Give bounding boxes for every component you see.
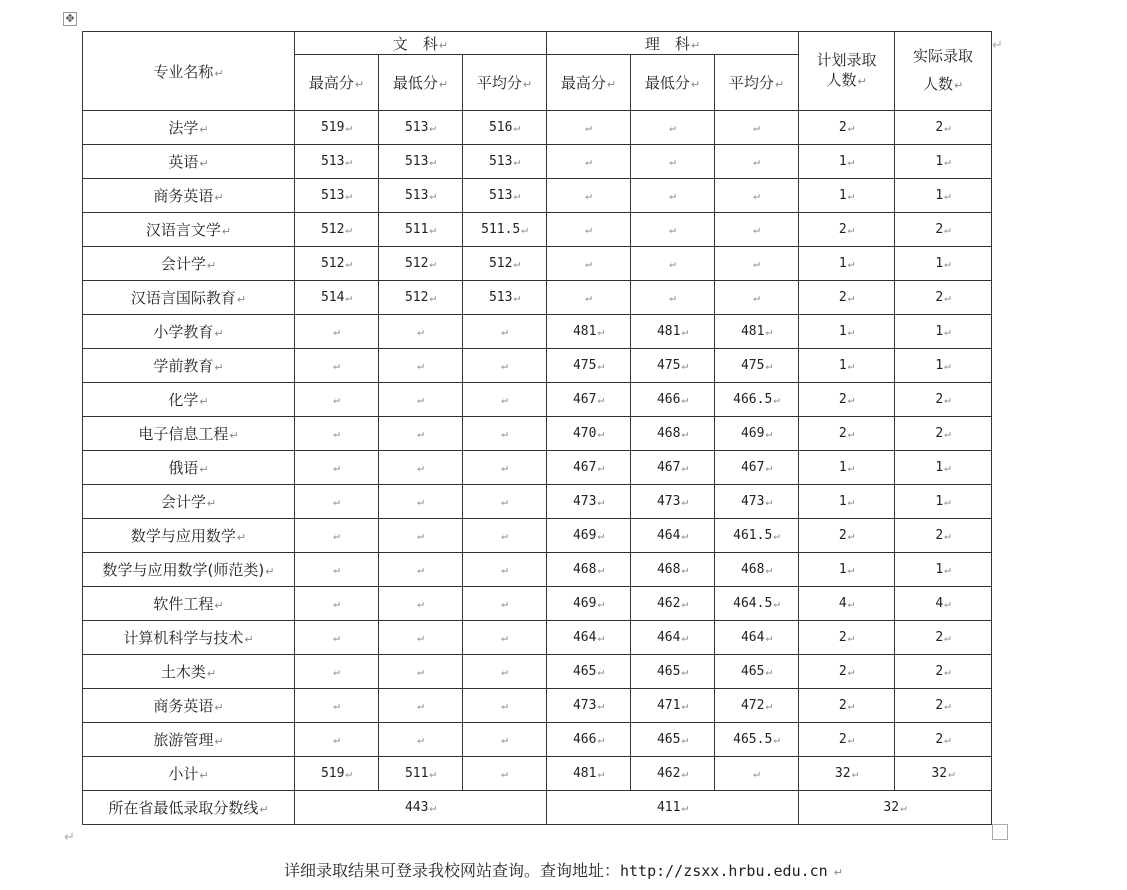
cell-s-min: 462↵ <box>631 757 715 791</box>
cell-s-avg: 461.5↵ <box>715 519 799 553</box>
cell-s-max: 467↵ <box>547 383 631 417</box>
cell-s-max: 473↵ <box>547 689 631 723</box>
cell-act: 1↵ <box>895 553 992 587</box>
cell-a-avg: 513↵ <box>463 145 547 179</box>
cell-plan: 32↵ <box>799 757 895 791</box>
cell-s-avg: ↵ <box>715 757 799 791</box>
cell-s-avg: 481↵ <box>715 315 799 349</box>
cell-a-avg: 513↵ <box>463 281 547 315</box>
cell-plan: 1↵ <box>799 315 895 349</box>
cell-s-max: 466↵ <box>547 723 631 757</box>
cell-a-avg: ↵ <box>463 553 547 587</box>
table-row <box>83 315 992 349</box>
cell-plan: 2↵ <box>799 111 895 145</box>
cell-s-max: 467↵ <box>547 451 631 485</box>
cell-act: 1↵ <box>895 247 992 281</box>
paragraph-mark: ↵ <box>992 38 1003 53</box>
cell-plan: 2↵ <box>799 621 895 655</box>
province-row-arts: 443↵ <box>295 791 547 825</box>
cell-name: 法学↵ <box>83 111 295 145</box>
cell-plan: 2↵ <box>799 417 895 451</box>
cell-a-avg: ↵ <box>463 485 547 519</box>
cell-a-max: ↵ <box>295 383 379 417</box>
cell-a-avg: ↵ <box>463 315 547 349</box>
header-arts-max: 最高分↵ <box>295 55 379 111</box>
cell-a-avg: ↵ <box>463 689 547 723</box>
cell-s-min: ↵ <box>631 281 715 315</box>
cell-s-max: 464↵ <box>547 621 631 655</box>
cell-name: 汉语言文学↵ <box>83 213 295 247</box>
cell-a-avg: ↵ <box>463 349 547 383</box>
cell-name: 土木类↵ <box>83 655 295 689</box>
cell-s-avg: 469↵ <box>715 417 799 451</box>
cell-a-max: ↵ <box>295 315 379 349</box>
cell-s-max: 481↵ <box>547 757 631 791</box>
cell-a-max: ↵ <box>295 349 379 383</box>
cell-name: 学前教育↵ <box>83 349 295 383</box>
cell-plan: 4↵ <box>799 587 895 621</box>
cell-plan: 1↵ <box>799 145 895 179</box>
cell-s-max: ↵ <box>547 247 631 281</box>
cell-s-max: 469↵ <box>547 587 631 621</box>
footer-text: 详细录取结果可登录我校网站查询。查询地址： <box>283 861 620 880</box>
cell-a-max: ↵ <box>295 417 379 451</box>
cell-s-max: ↵ <box>547 145 631 179</box>
cell-s-avg: 473↵ <box>715 485 799 519</box>
table-row <box>83 723 992 757</box>
cell-act: 2↵ <box>895 621 992 655</box>
province-row-total: 32↵ <box>799 791 992 825</box>
table-row <box>83 349 992 383</box>
cell-plan: 2↵ <box>799 383 895 417</box>
cell-s-max: 465↵ <box>547 655 631 689</box>
cell-s-min: 462↵ <box>631 587 715 621</box>
cell-name: 小计↵ <box>83 757 295 791</box>
table-row <box>83 383 992 417</box>
cell-act: 1↵ <box>895 485 992 519</box>
cell-s-max: 468↵ <box>547 553 631 587</box>
header-arts-min: 最低分↵ <box>379 55 463 111</box>
cell-s-min: ↵ <box>631 247 715 281</box>
cell-s-min: 481↵ <box>631 315 715 349</box>
cell-s-min: 473↵ <box>631 485 715 519</box>
cell-act: 2↵ <box>895 213 992 247</box>
cell-a-avg: ↵ <box>463 451 547 485</box>
cell-name: 电子信息工程↵ <box>83 417 295 451</box>
cell-a-avg: ↵ <box>463 723 547 757</box>
cell-s-avg: 465.5↵ <box>715 723 799 757</box>
cell-s-min: ↵ <box>631 111 715 145</box>
cell-a-min: 513↵ <box>379 111 463 145</box>
cell-s-avg: ↵ <box>715 247 799 281</box>
cell-a-max: ↵ <box>295 519 379 553</box>
cell-a-avg: 513↵ <box>463 179 547 213</box>
cell-s-min: 475↵ <box>631 349 715 383</box>
cell-s-avg: 465↵ <box>715 655 799 689</box>
cell-plan: 2↵ <box>799 519 895 553</box>
cell-act: 1↵ <box>895 315 992 349</box>
cell-s-min: 468↵ <box>631 553 715 587</box>
cell-plan: 2↵ <box>799 655 895 689</box>
table-row <box>83 417 992 451</box>
cell-plan: 1↵ <box>799 553 895 587</box>
cell-act: 2↵ <box>895 281 992 315</box>
cell-s-min: 467↵ <box>631 451 715 485</box>
table-row <box>83 281 992 315</box>
table-row <box>83 519 992 553</box>
table-move-handle-icon[interactable]: ✥ <box>63 12 77 26</box>
table-row <box>83 485 992 519</box>
cell-act: 2↵ <box>895 689 992 723</box>
cell-name: 商务英语↵ <box>83 689 295 723</box>
cell-s-min: 471↵ <box>631 689 715 723</box>
cell-s-avg: ↵ <box>715 213 799 247</box>
table-row <box>83 213 992 247</box>
cell-s-min: 464↵ <box>631 621 715 655</box>
province-row-label: 所在省最低录取分数线↵ <box>83 791 295 825</box>
cell-a-min: ↵ <box>379 723 463 757</box>
header-science-max: 最高分↵ <box>547 55 631 111</box>
cell-name: 化学↵ <box>83 383 295 417</box>
cell-s-avg: 464↵ <box>715 621 799 655</box>
cell-a-avg: ↵ <box>463 417 547 451</box>
table-row <box>83 179 992 213</box>
cell-s-avg: ↵ <box>715 281 799 315</box>
header-science-avg: 平均分↵ <box>715 55 799 111</box>
cell-s-avg: 466.5↵ <box>715 383 799 417</box>
cell-a-min: ↵ <box>379 315 463 349</box>
cell-s-min: 465↵ <box>631 655 715 689</box>
header-science: 理 科↵ <box>547 32 799 55</box>
cell-a-max: ↵ <box>295 485 379 519</box>
cell-s-max: ↵ <box>547 179 631 213</box>
cell-name: 英语↵ <box>83 145 295 179</box>
cell-s-max: 481↵ <box>547 315 631 349</box>
cell-s-avg: ↵ <box>715 111 799 145</box>
cell-s-max: 469↵ <box>547 519 631 553</box>
cell-name: 会计学↵ <box>83 247 295 281</box>
table-row <box>83 655 992 689</box>
cell-act: 4↵ <box>895 587 992 621</box>
cell-act: 1↵ <box>895 451 992 485</box>
cell-act: 32↵ <box>895 757 992 791</box>
cell-a-max: ↵ <box>295 621 379 655</box>
cell-name: 软件工程↵ <box>83 587 295 621</box>
table-row <box>83 247 992 281</box>
cell-s-max: 473↵ <box>547 485 631 519</box>
cell-a-avg: ↵ <box>463 519 547 553</box>
cell-a-max: 513↵ <box>295 145 379 179</box>
cell-a-min: ↵ <box>379 655 463 689</box>
cell-name: 会计学↵ <box>83 485 295 519</box>
cell-a-min: ↵ <box>379 349 463 383</box>
table-body <box>83 111 992 791</box>
cell-a-max: ↵ <box>295 451 379 485</box>
cell-s-max: 475↵ <box>547 349 631 383</box>
paragraph-mark: ↵ <box>64 830 75 845</box>
cell-a-min: ↵ <box>379 383 463 417</box>
cell-a-max: 513↵ <box>295 179 379 213</box>
cell-act: 2↵ <box>895 655 992 689</box>
cell-act: 2↵ <box>895 417 992 451</box>
cell-s-min: 466↵ <box>631 383 715 417</box>
cell-a-min: ↵ <box>379 519 463 553</box>
footer-note: 详细录取结果可登录我校网站查询。查询地址：http://zsxx.hrbu.edu.cn ↵ <box>283 861 844 880</box>
cell-plan: 2↵ <box>799 689 895 723</box>
table-row <box>83 451 992 485</box>
cell-a-min: 513↵ <box>379 145 463 179</box>
cell-plan: 1↵ <box>799 179 895 213</box>
cell-name: 旅游管理↵ <box>83 723 295 757</box>
header-arts: 文 科↵ <box>295 32 547 55</box>
header-arts-avg: 平均分↵ <box>463 55 547 111</box>
table-resize-handle[interactable] <box>992 824 1008 840</box>
cell-name: 数学与应用数学(师范类)↵ <box>83 553 295 587</box>
cell-s-avg: 467↵ <box>715 451 799 485</box>
province-row-science: 411↵ <box>547 791 799 825</box>
cell-a-max: ↵ <box>295 553 379 587</box>
cell-a-min: ↵ <box>379 553 463 587</box>
cell-a-min: ↵ <box>379 689 463 723</box>
cell-act: 2↵ <box>895 383 992 417</box>
cell-name: 汉语言国际教育↵ <box>83 281 295 315</box>
cell-s-max: 470↵ <box>547 417 631 451</box>
cell-s-min: 464↵ <box>631 519 715 553</box>
cell-s-min: 465↵ <box>631 723 715 757</box>
cell-a-max: 519↵ <box>295 757 379 791</box>
cell-a-min: 512↵ <box>379 281 463 315</box>
cell-s-min: ↵ <box>631 213 715 247</box>
cell-a-min: ↵ <box>379 417 463 451</box>
cell-a-max: ↵ <box>295 689 379 723</box>
cell-a-avg: 511.5↵ <box>463 213 547 247</box>
cell-a-max: 519↵ <box>295 111 379 145</box>
cell-act: 2↵ <box>895 111 992 145</box>
cell-s-max: ↵ <box>547 111 631 145</box>
cell-a-min: ↵ <box>379 485 463 519</box>
cell-a-min: ↵ <box>379 587 463 621</box>
cell-plan: 1↵ <box>799 349 895 383</box>
cell-a-max: ↵ <box>295 587 379 621</box>
cell-s-avg: 472↵ <box>715 689 799 723</box>
table-row <box>83 757 992 791</box>
cell-a-max: ↵ <box>295 655 379 689</box>
cell-a-max: 512↵ <box>295 247 379 281</box>
cell-a-avg: 516↵ <box>463 111 547 145</box>
cell-plan: 1↵ <box>799 451 895 485</box>
table-row <box>83 689 992 723</box>
cell-s-max: ↵ <box>547 281 631 315</box>
cell-a-avg: ↵ <box>463 587 547 621</box>
cell-s-avg: 464.5↵ <box>715 587 799 621</box>
cell-name: 计算机科学与技术↵ <box>83 621 295 655</box>
cell-a-min: 511↵ <box>379 757 463 791</box>
cell-plan: 2↵ <box>799 723 895 757</box>
cell-name: 小学教育↵ <box>83 315 295 349</box>
cell-s-min: 468↵ <box>631 417 715 451</box>
cell-name: 数学与应用数学↵ <box>83 519 295 553</box>
header-science-min: 最低分↵ <box>631 55 715 111</box>
cell-act: 2↵ <box>895 723 992 757</box>
table-row <box>83 145 992 179</box>
cell-s-max: ↵ <box>547 213 631 247</box>
cell-a-min: ↵ <box>379 451 463 485</box>
cell-a-avg: ↵ <box>463 757 547 791</box>
cell-act: 1↵ <box>895 179 992 213</box>
header-major-name: 专业名称↵ <box>83 32 295 111</box>
cell-a-avg: ↵ <box>463 655 547 689</box>
cell-a-max: ↵ <box>295 723 379 757</box>
header-actual: 实际录取 人数↵ <box>895 32 992 111</box>
table-row <box>83 111 992 145</box>
cell-act: 2↵ <box>895 519 992 553</box>
cell-name: 俄语↵ <box>83 451 295 485</box>
cell-plan: 2↵ <box>799 213 895 247</box>
cell-a-min: 512↵ <box>379 247 463 281</box>
cell-plan: 2↵ <box>799 281 895 315</box>
cell-act: 1↵ <box>895 349 992 383</box>
cell-s-avg: 468↵ <box>715 553 799 587</box>
admission-score-table <box>82 31 992 825</box>
header-planned: 计划录取 人数↵ <box>799 32 895 111</box>
cell-a-min: 511↵ <box>379 213 463 247</box>
table-row <box>83 621 992 655</box>
cell-s-avg: 475↵ <box>715 349 799 383</box>
cell-s-min: ↵ <box>631 145 715 179</box>
footer-url[interactable]: http://zsxx.hrbu.edu.cn <box>619 862 828 880</box>
cell-s-min: ↵ <box>631 179 715 213</box>
cell-a-min: 513↵ <box>379 179 463 213</box>
cell-a-avg: ↵ <box>463 621 547 655</box>
cell-a-avg: ↵ <box>463 383 547 417</box>
cell-a-min: ↵ <box>379 621 463 655</box>
cell-s-avg: ↵ <box>715 179 799 213</box>
cell-a-max: 512↵ <box>295 213 379 247</box>
cell-plan: 1↵ <box>799 485 895 519</box>
cell-s-avg: ↵ <box>715 145 799 179</box>
cell-name: 商务英语↵ <box>83 179 295 213</box>
cell-a-avg: 512↵ <box>463 247 547 281</box>
table-row <box>83 553 992 587</box>
table-row <box>83 587 992 621</box>
cell-a-max: 514↵ <box>295 281 379 315</box>
cell-plan: 1↵ <box>799 247 895 281</box>
cell-act: 1↵ <box>895 145 992 179</box>
